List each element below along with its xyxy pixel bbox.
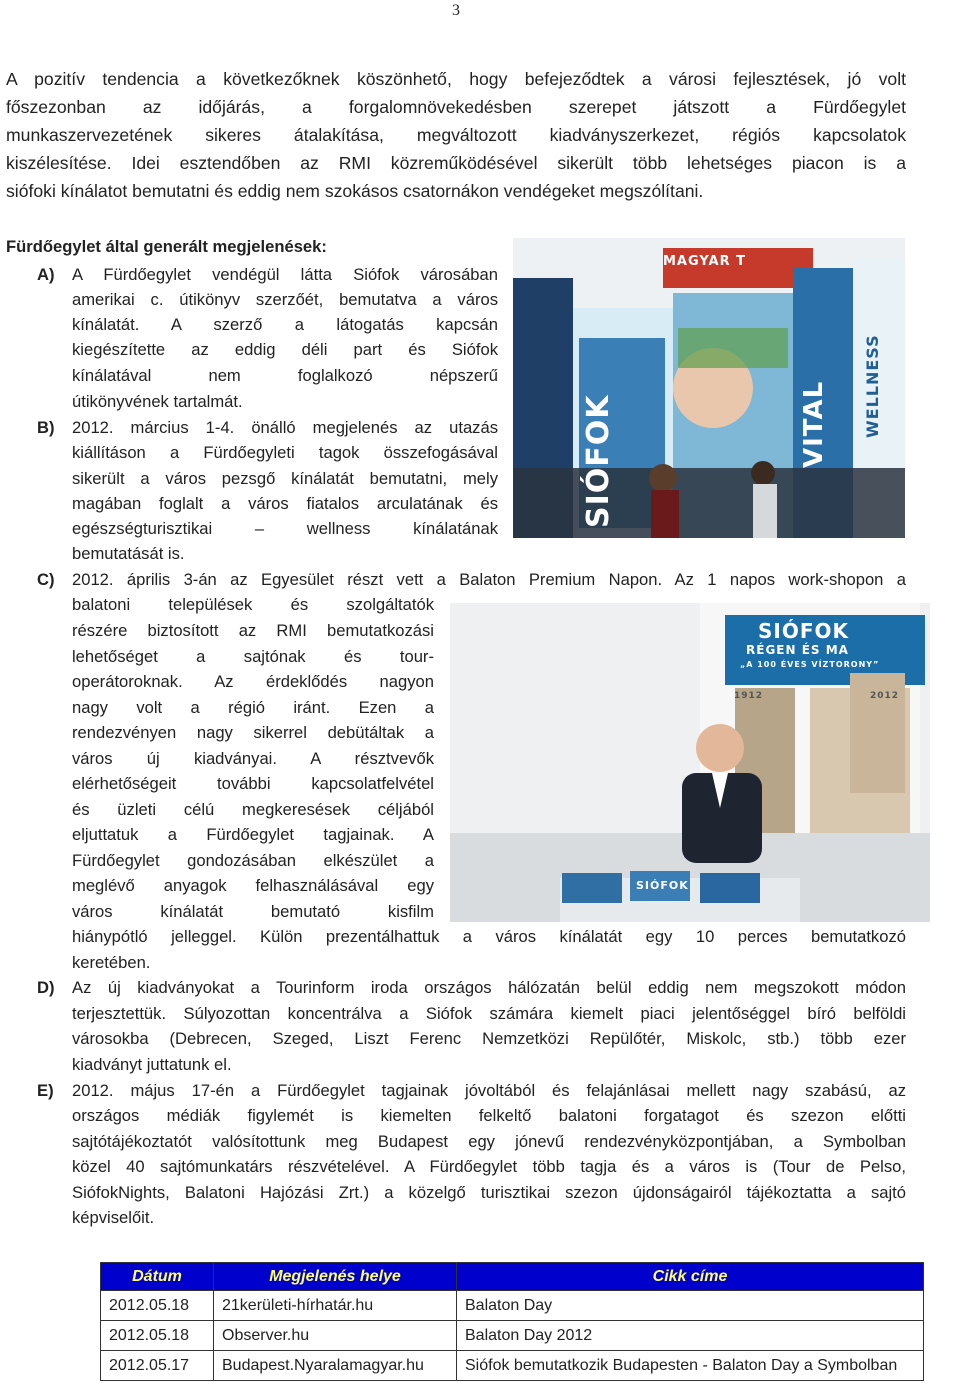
header-place: Megjelenés helye: [214, 1263, 457, 1291]
item-letter-d: D): [37, 978, 55, 997]
item-a-line: kínálatával nem foglalkozó népszerű: [72, 366, 498, 385]
item-c-line: város új kiadványai. A résztvevők: [72, 749, 434, 768]
cell-place: 21kerületi-hírhatár.hu: [214, 1291, 457, 1321]
presentation-stand-photo: [450, 603, 930, 922]
item-d-line: Az új kiadványokat a Tourinform iroda országos hálózatán belül eddig nem megszokott módon: [72, 978, 906, 997]
table-header-row: [101, 1263, 924, 1291]
item-b-line: magában foglalt a város fiatalos arculatának és: [72, 494, 498, 513]
item-letter-a: A): [37, 265, 55, 284]
item-c-line: rendezvényen nagy sikerrel debütáltak a: [72, 723, 434, 742]
header-title: Cikk címe: [457, 1263, 924, 1291]
item-c-line: részére biztosított az RMI bemutatkozási: [72, 621, 434, 640]
booth-sign-wellness: WELLNESS: [863, 334, 882, 438]
stand-year-right: 2012: [870, 691, 900, 701]
booth-sign-siofok: SIÓFOK: [581, 394, 616, 528]
stand-banner-subtitle: RÉGEN ÉS MA: [746, 643, 849, 657]
booth-sign-magyar: MAGYAR T: [663, 254, 747, 269]
booth-sign-vital: VITAL: [799, 380, 829, 468]
intro-line: munkaszervezetének sikeres átalakítása, megváltozott kiadványszerkezet, régiós kapcsolatok: [6, 125, 906, 145]
exhibition-booth-photo: [513, 238, 905, 538]
item-c-line: meglévő anyagok felhasználásával egy: [72, 876, 434, 895]
cell-date: 2012.05.18: [101, 1291, 214, 1321]
intro-line: siófoki kínálatot bemutatni és eddig nem szokásos csatornákon vendégeket megszólítani.: [6, 181, 704, 201]
item-c-line: Fürdőegylet gondozásában elkészület a: [72, 851, 434, 870]
item-e-line: 2012. május 17-én a Fürdőegylet tagjainak jóvoltából és felajánlásai mellett nagy szabású, az: [72, 1081, 906, 1100]
item-b-line: 2012. március 1-4. önálló megjelenés az utazás: [72, 418, 498, 437]
item-b-line: bemutatását is.: [72, 544, 185, 563]
item-c-line: balatoni települések és szolgáltatók: [72, 595, 434, 614]
section-heading: Fürdőegylet által generált megjelenések:: [6, 237, 327, 256]
press-appearances-table: [100, 1262, 924, 1381]
table-row: [101, 1321, 924, 1351]
table-row: [101, 1351, 924, 1381]
page-number: 3: [452, 2, 460, 19]
stand-year-left: 1912: [734, 691, 764, 701]
item-c-line: nagy volt a régió iránt. Ezen a: [72, 698, 434, 717]
item-b-line: sikerült a város pezsgő kínálatát bemutatni, mely: [72, 469, 498, 488]
cell-date: 2012.05.18: [101, 1321, 214, 1351]
stand-brochure-title: SIÓFOK: [636, 879, 689, 892]
cell-place: Budapest.Nyaralamagyar.hu: [214, 1351, 457, 1381]
item-a-line: kínálatát. A szerző a látogatás kapcsán: [72, 315, 498, 334]
cell-title: Siófok bemutatkozik Budapesten - Balaton Day a Symbolban: [457, 1351, 924, 1381]
item-letter-e: E): [37, 1081, 54, 1100]
item-d-line: városokba (Debrecen, Szeged, Liszt Ferenc Nemzetközi Repülőtér, Miskolc, stb.) több ezer: [72, 1029, 906, 1048]
header-date: Dátum: [101, 1263, 214, 1291]
item-letter-c: C): [37, 570, 55, 589]
item-b-line: kiállításon a Fürdőegyleti tagok összefogásával: [72, 443, 498, 462]
stand-illustration: [450, 603, 930, 922]
intro-line: főszezonban az időjárás, a forgalomnövekedésben szerepet játszott a Fürdőegylet: [6, 97, 906, 117]
item-e-line: SiófokNights, Balatoni Hajózási Zrt.) a közelgő turisztikai szezon újdonságairól tájékoztatta a sajtó: [72, 1183, 906, 1202]
stand-banner-tagline: „A 100 ÉVES VÍZTORONY”: [740, 660, 880, 669]
item-letter-b: B): [37, 418, 55, 437]
item-c-line: eljuttatuk a Fürdőegylet tagjainak. A: [72, 825, 434, 844]
item-c-line: hiánypótló jelleggel. Külön prezentálhattuk a város kínálatát egy 10 perces bemutatkozó: [72, 927, 906, 946]
item-c-line: és üzleti célú megkeresések céljából: [72, 800, 434, 819]
item-a-line: útikönyvének tartalmát.: [72, 392, 243, 411]
item-d-line: terjesztettük. Súlyozottan koncentrálva a Siófok számára kiemelt piaci jelentőséggel bíró belföldi: [72, 1004, 906, 1023]
item-e-line: országos médiák figylemét is kiemelten felkeltő balatoni forgatagot és szezon előtti: [72, 1106, 906, 1125]
item-c-line: operátoroknak. Az érdeklődés nagyon: [72, 672, 434, 691]
intro-line: kiszélesítése. Idei esztendőben az RMI közreműködésével sikerült több lehetséges piacon is a: [6, 153, 906, 173]
item-b-line: egészségturisztikai – wellness kínálatának: [72, 519, 498, 538]
item-c-line: 2012. április 3-án az Egyesület részt vett a Balaton Premium Napon. Az 1 napos work-shopon a: [72, 570, 906, 589]
stand-banner-title: SIÓFOK: [758, 619, 850, 643]
item-a-line: amerikai c. útikönyv szerzőét, bemutatva a város: [72, 290, 498, 309]
item-c-line: város kínálatát bemutató kisfilm: [72, 902, 434, 921]
item-c-line: keretében.: [72, 953, 151, 972]
item-e-line: sajtótájékoztatót valósítottunk meg Budapest egy jónevű rendezvényközpontjában, a Symbolban: [72, 1132, 906, 1151]
item-a-line: A Fürdőegylet vendégül látta Siófok városában: [72, 265, 498, 284]
cell-place: Observer.hu: [214, 1321, 457, 1351]
intro-line: A pozitív tendencia a következőknek köszönhető, hogy befejeződtek a városi fejlesztések, jó volt: [6, 69, 906, 89]
item-c-line: elérhetőségeit további kapcsolatfelvétel: [72, 774, 434, 793]
table-row: [101, 1291, 924, 1321]
cell-date: 2012.05.17: [101, 1351, 214, 1381]
item-d-line: kiadványt juttatunk el.: [72, 1055, 232, 1074]
cell-title: Balaton Day: [457, 1291, 924, 1321]
item-e-line: képviselőit.: [72, 1208, 155, 1227]
booth-illustration: [513, 238, 905, 538]
item-e-line: közel 40 sajtómunkatárs részvételével. A Fürdőegylet több tagja és a város is (Tour de Pelso,: [72, 1157, 906, 1176]
item-c-line: lehetőséget a sajtónak és tour-: [72, 647, 434, 666]
cell-title: Balaton Day 2012: [457, 1321, 924, 1351]
item-a-line: kiegészítette az eddig déli part és Siófok: [72, 340, 498, 359]
